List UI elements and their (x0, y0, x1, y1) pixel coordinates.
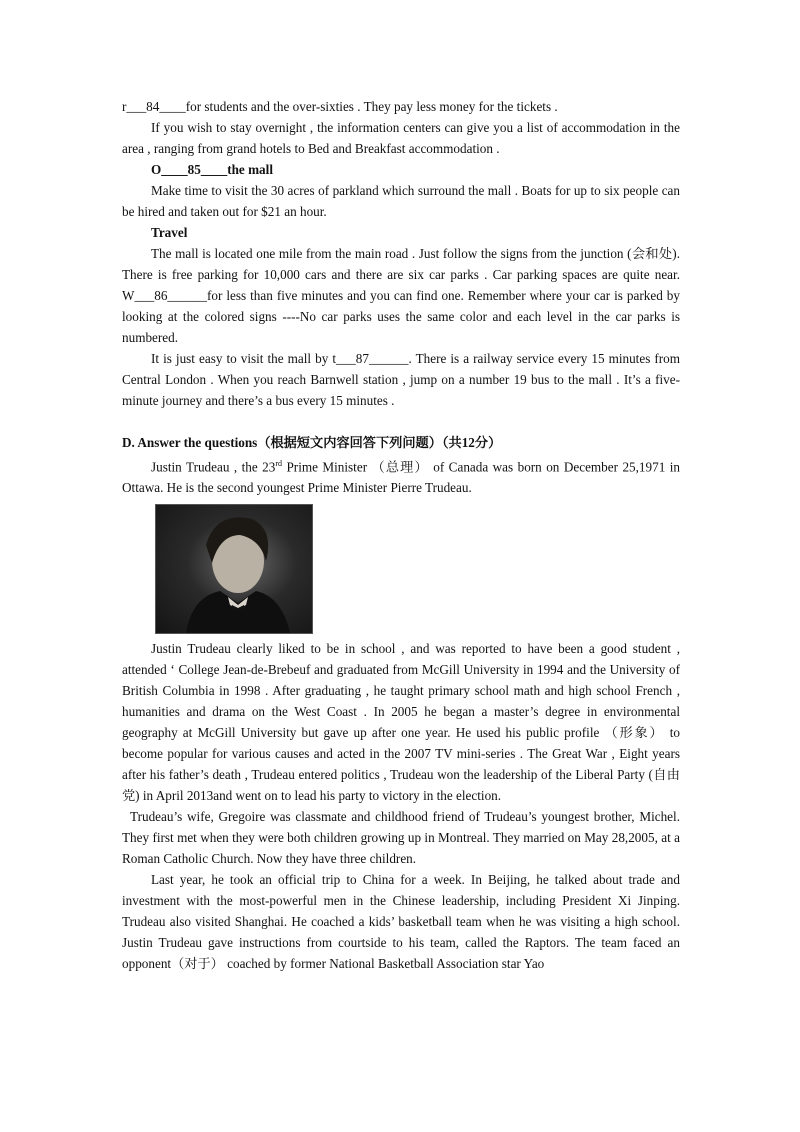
portrait-photo (155, 504, 313, 634)
paragraph-parkland: Make time to visit the 30 acres of parkland which surround the mall . Boats for up to six people can be hired and taken out for $21 an hour. (122, 183, 680, 219)
paragraph-travel: The mall is located one mile from the main road . Just follow the signs from the junction (会和处). There is free parking for 10,000 cars and there are six car parks . Car parking spaces are quite near. W___86______for less than five minutes and you can find one. Remember where your car is parked by looking at the colored signs ----No car parks uses the same color and each level in the car parks is numbered. (122, 246, 680, 345)
paragraph-wife: Trudeau’s wife, Gregoire was classmate and childhood friend of Trudeau’s youngest brother, Michel. They first met when they were both children growing up in Montreal. They married on May 28,2005, at a Roman Catholic Church. Now they have three children. (122, 809, 680, 867)
paragraph-84: r___84____for students and the over-sixties . They pay less money for the tickets . (122, 99, 558, 114)
paragraph-accommodation: If you wish to stay overnight , the information centers can give you a list of accommodation in the area , ranging from grand hotels to Bed and Breakfast accommodation . (122, 120, 680, 156)
document-page (122, 96, 680, 974)
paragraph-china: Last year, he took an official trip to China for a week. In Beijing, he talked about trade and investment with the most-powerful men in the Chinese leadership, including President Xi Jinping. Trudeau also visited Shanghai. He coached a kids’ basketball team when he was visiting a high school. Justin Trudeau gave instructions from courtside to his team, called the Raptors. The team faced an opponent（对于） coached by former National Basketball Association star Yao (122, 872, 680, 972)
paragraph-intro: Justin Trudeau , the 23rd Prime Minister （总理） of Canada was born on December 25,1971 in Ottawa. He is the second youngest Prime Minister Pierre Trudeau. (122, 459, 681, 496)
heading-85: O____85____the mall (151, 162, 273, 177)
section-d-heading: D. Answer the questions（根据短文内容回答下列问题）（共12分） (122, 435, 502, 450)
paragraph-education: Justin Trudeau clearly liked to be in school , and was reported to have been a good student , attended ‘ College Jean-de-Brebeuf and graduated from McGill University in 1994 and the University of British Columbia in 1998 . After graduating , he taught primary school math and high school French , humanities and drama on the West Coast . In 2005 he began a master’s degree in environmental geography at McGill University but gave up after one year. He used his public profile （形象） to become popular for various causes and acted in the 2007 TV mini-series . The Great War , Eight years after his father’s death , Trudeau entered politics , Trudeau won the leadership of the Liberal Party (自由党) in April 2013and went on to lead his party to victory in the election. (122, 641, 680, 804)
heading-travel: Travel (151, 225, 188, 240)
paragraph-87: It is just easy to visit the mall by t___87______. There is a railway service every 15 minutes from Central London . When you reach Barnwell station , jump on a number 19 bus to the mall . It’s a five-minute journey and there’s a bus every 15 minutes . (122, 351, 680, 408)
portrait-illustration (156, 505, 312, 633)
